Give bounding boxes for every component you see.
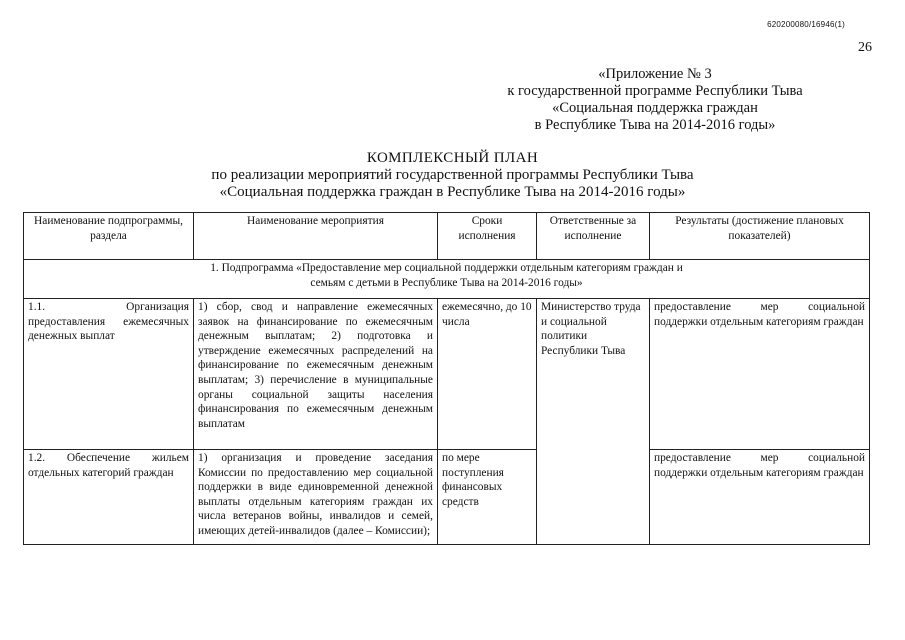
document-title [0,150,905,201]
appendix-line: «Социальная поддержка граждан [552,100,758,116]
column-header: Ответственные за исполнение [537,213,650,260]
cell-deadline: по мере поступления финансовых средств [438,450,537,545]
column-header: Сроки исполнения [438,213,537,260]
appendix-line: к государственной программе Республики Тыва [507,83,803,99]
appendix-line: «Приложение № 3 [598,66,712,82]
section-title: 1. Подпрограмма «Предоставление мер социальной поддержки отдельным категориям граждан и семьям с детьми в Республике Тыва на 2014-2016 годы» [24,260,870,299]
cell-deadline: ежемесячно, до 10 числа [438,299,537,450]
page-number: 26 [858,40,872,55]
plan-table [23,212,870,545]
document-number: 620200080/16946(1) [767,20,845,29]
column-header: Наименование мероприятия [194,213,438,260]
title-main: КОМПЛЕКСНЫЙ ПЛАН [366,150,539,166]
title-line: «Социальная поддержка граждан в Республике Тыва на 2014-2016 годы» [219,184,686,200]
title-line: по реализации мероприятий государственной программы Республики Тыва [211,167,694,183]
cell-responsible [537,450,650,545]
cell-name: 1.2. Обеспечение жильем отдельных категорий граждан [24,450,194,545]
appendix-block [445,66,865,134]
table-row [24,299,870,450]
column-header: Наименование подпрограммы, раздела [24,213,194,260]
column-header: Результаты (достижение плановых показателей) [650,213,870,260]
appendix-line: в Республике Тыва на 2014-2016 годы» [534,117,776,133]
cell-activity: 1) организация и проведение заседания Комиссии по предоставлению мер социальной поддержки в виде единовременной денежной выплаты отдельным категориям граждан их числа ветеранов войны, инвалидов и семей, имеющих детей-инвалидов (далее – Комиссии); [194,450,438,545]
cell-result: предоставление мер социальной поддержки отдельным категориям граждан [650,450,870,545]
table-header-row [24,213,870,260]
table-row [24,450,870,545]
cell-name: 1.1. Организация предоставления ежемесячных денежных выплат [24,299,194,450]
cell-responsible: Министерство труда и социальной политики Республики Тыва [537,299,650,450]
section-row [24,260,870,299]
cell-activity: 1) сбор, свод и направление ежемесячных заявок на финансирование по ежемесячным денежным выплатам; 2) подготовка и утверждение ежемесячных распределений на финансирование по ежемесячным денежным выплатам; 3) перечисление в муниципальные органы социальной защиты населения финансирования по ежемесячным денежным выплатам [194,299,438,450]
cell-result: предоставление мер социальной поддержки отдельным категориям граждан [650,299,870,450]
